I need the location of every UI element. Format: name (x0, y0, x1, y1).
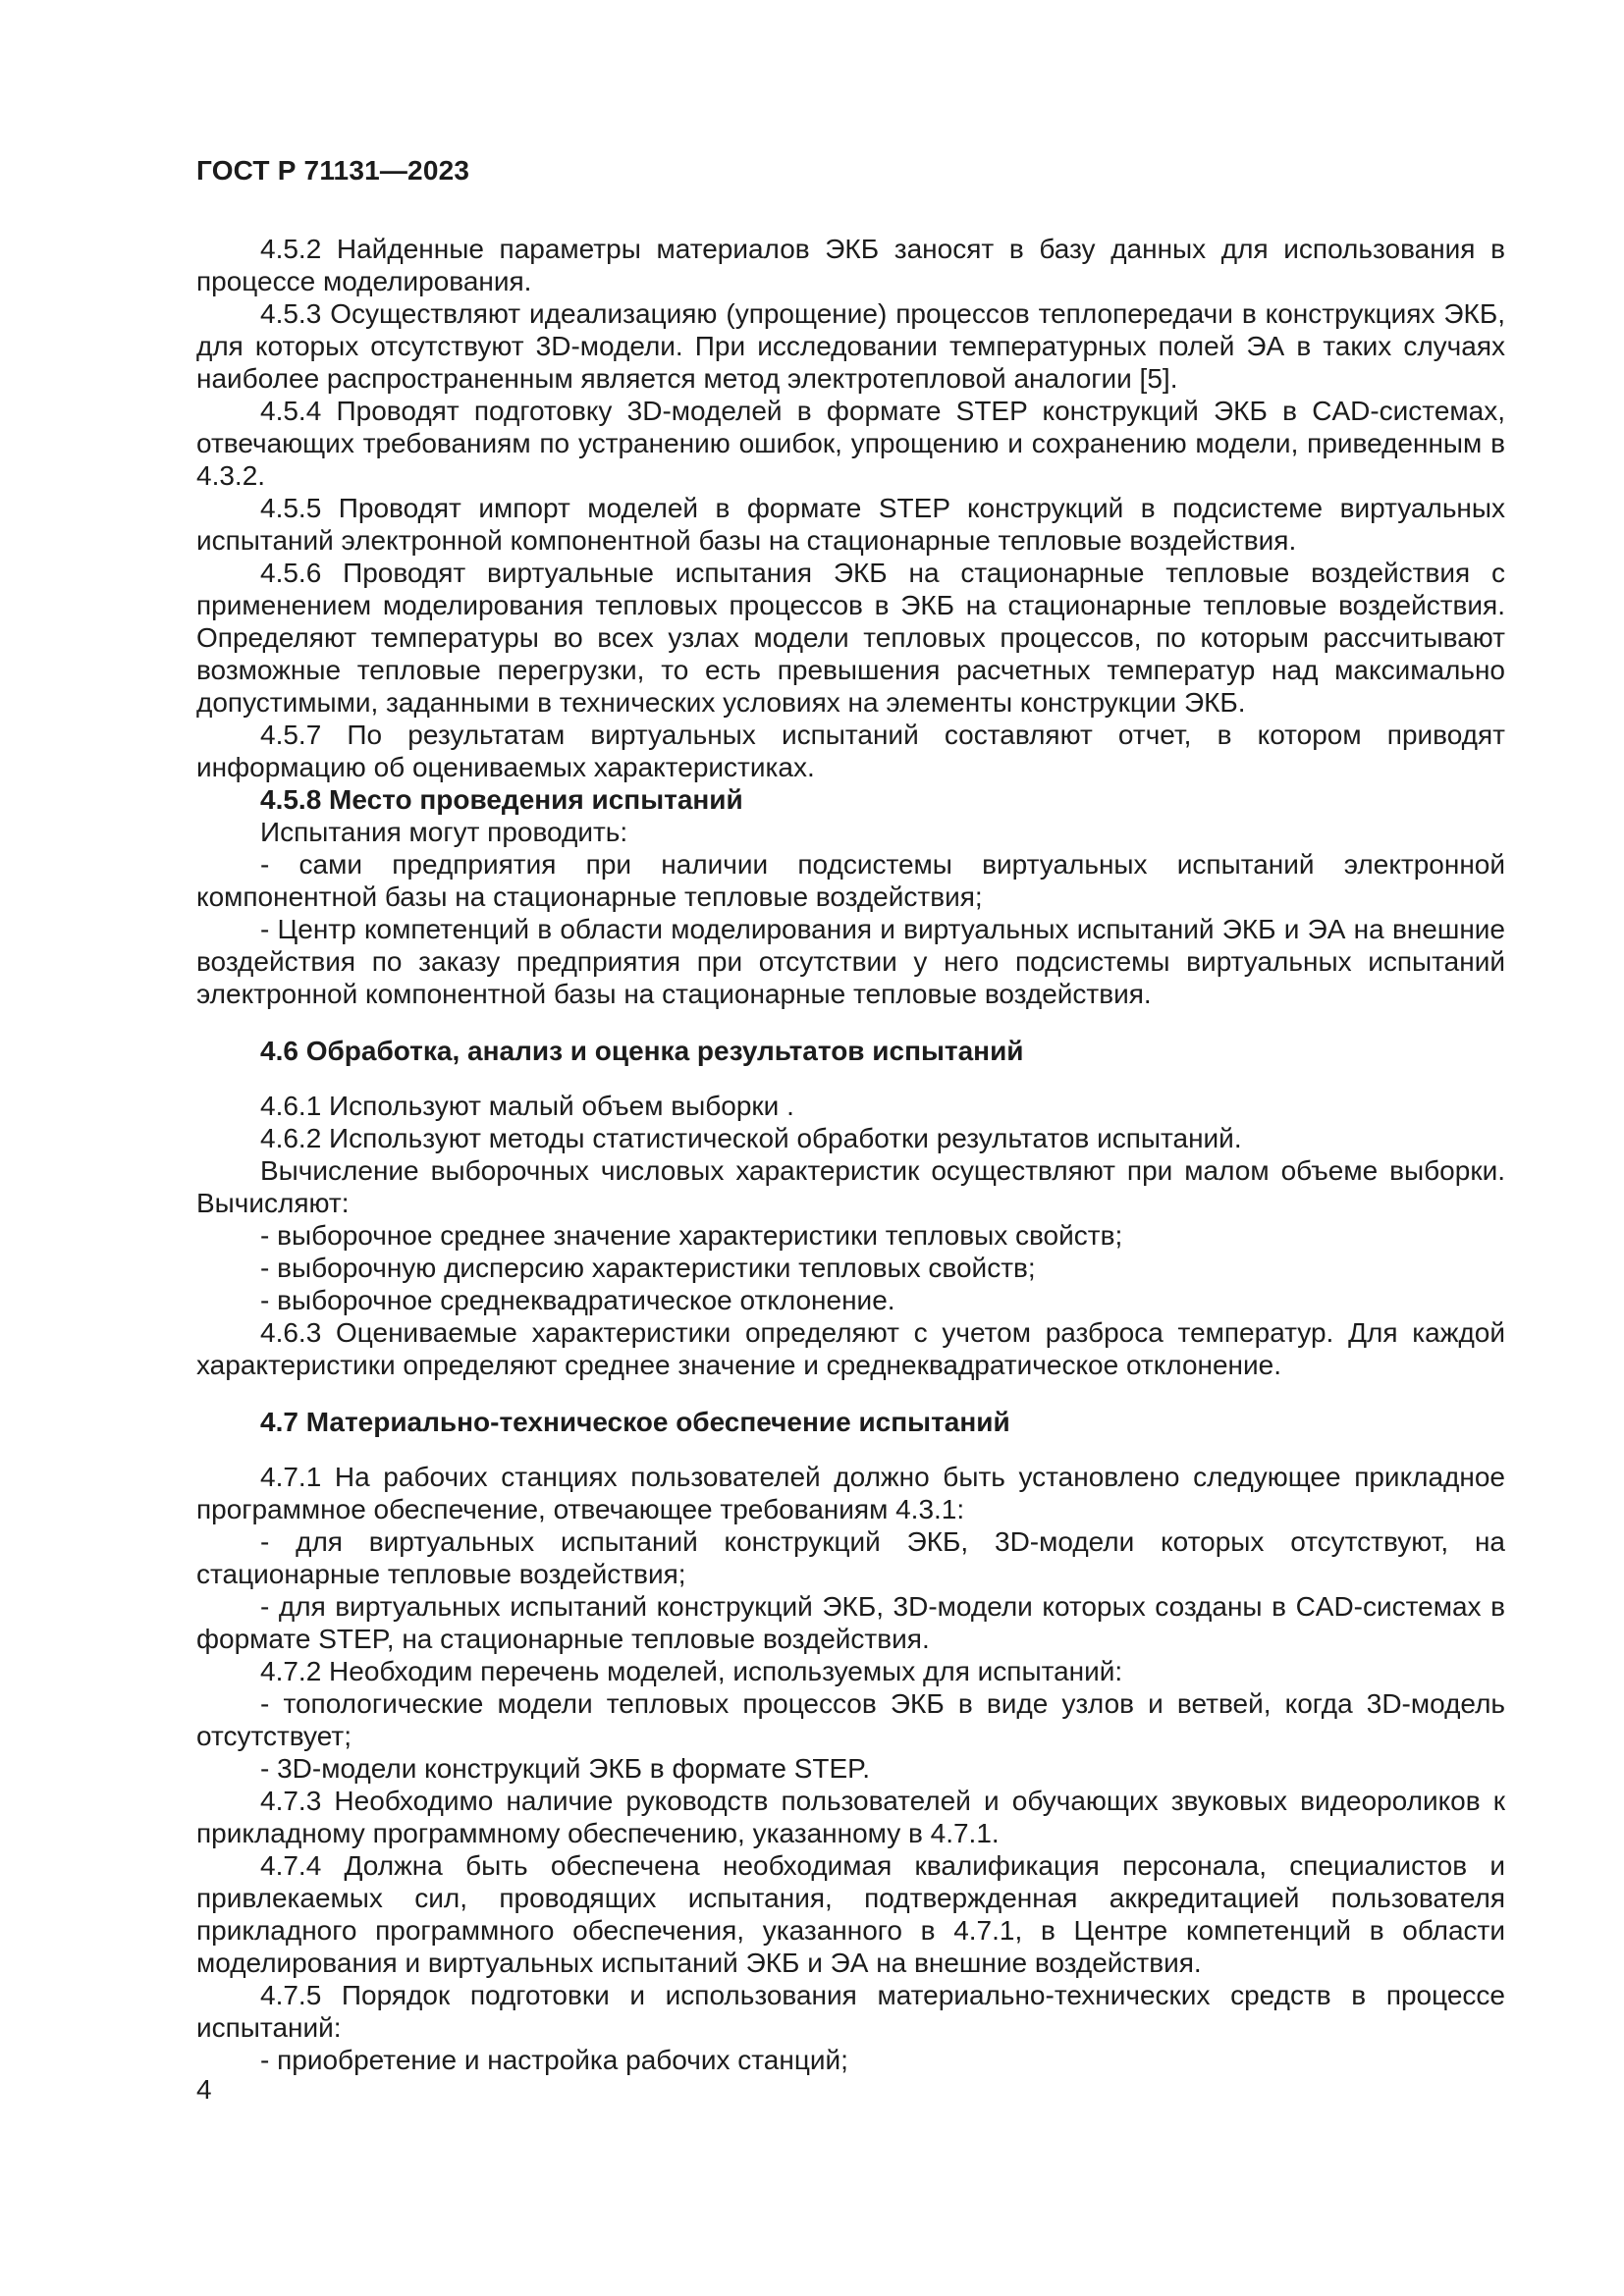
paragraph: 4.7.1 На рабочих станциях пользователей должно быть установлено следующее прикладное программное обеспечение, отвечающее требованиям 4.3.1: (196, 1462, 1505, 1524)
subsection-heading: 4.5.8 Место проведения испытаний (260, 784, 743, 815)
paragraph: - Центр компетенций в области моделирования и виртуальных испытаний ЭКБ и ЭА на внешние воздействия по заказу предприятия при отсутствии у него подсистемы виртуальных испытаний электронной компонентной базы на стационарные тепловые воздействия. (196, 914, 1505, 1009)
paragraph: 4.5.6 Проводят виртуальные испытания ЭКБ на стационарные тепловые воздействия с применением моделирования тепловых процессов в ЭКБ на стационарные тепловые воздействия. Определяют температуры во всех узлах модели тепловых процессов, по которым рассчитывают возможные тепловые перегрузки, то есть превышения расчетных температур над максимально допустимыми, заданными в технических условиях на элементы конструкции ЭКБ. (196, 558, 1505, 718)
paragraph: 4.5.5 Проводят импорт моделей в формате STEP конструкций в подсистеме виртуальных испытаний электронной компонентной базы на стационарные тепловые воздействия. (196, 493, 1505, 556)
document-header: ГОСТ Р 71131—2023 (196, 155, 470, 186)
paragraph: - сами предприятия при наличии подсистемы виртуальных испытаний электронной компонентной базы на стационарные тепловые воздействия; (196, 849, 1505, 912)
paragraph: 4.7.3 Необходимо наличие руководств пользователей и обучающих звуковых видеороликов к прикладному программному обеспечению, указанному в 4.7.1. (196, 1786, 1505, 1848)
section-heading: 4.7 Материально-техническое обеспечение испытаний (260, 1407, 1010, 1437)
paragraph: - приобретение и настройка рабочих станций; (260, 2045, 848, 2075)
paragraph: - для виртуальных испытаний конструкций ЭКБ, 3D-модели которых отсутствуют, на стационарные тепловые воздействия; (196, 1526, 1505, 1589)
paragraph: - для виртуальных испытаний конструкций ЭКБ, 3D-модели которых созданы в CAD-системах в формате STEP, на стационарные тепловые воздействия. (196, 1591, 1505, 1654)
paragraph: - топологические модели тепловых процессов ЭКБ в виде узлов и ветвей, когда 3D-модель отсутствует; (196, 1688, 1505, 1751)
paragraph: 4.7.2 Необходим перечень моделей, используемых для испытаний: (260, 1656, 1123, 1686)
paragraph: 4.5.4 Проводят подготовку 3D-моделей в формате STEP конструкций ЭКБ в CAD-системах, отвечающих требованиям по устранению ошибок, упрощению и сохранению модели, приведенным в 4.3.2. (196, 396, 1505, 491)
section-heading: 4.6 Обработка, анализ и оценка результатов испытаний (260, 1036, 1024, 1066)
paragraph: Испытания могут проводить: (260, 817, 628, 847)
paragraph: - выборочную дисперсию характеристики тепловых свойств; (260, 1253, 1036, 1283)
paragraph: 4.7.5 Порядок подготовки и использования материально-технических средств в процессе испытаний: (196, 1980, 1505, 2043)
page-number: 4 (196, 2074, 212, 2105)
paragraph: 4.5.3 Осуществляют идеализацияю (упрощение) процессов теплопередачи в конструкциях ЭКБ, для которых отсутствуют 3D-модели. При исследовании температурных полей ЭА в таких случаях наиболее распространенным является метод электротепловой аналогии [5]. (196, 298, 1505, 394)
document-body (196, 233, 1505, 2076)
paragraph: 4.6.1 Используют малый объем выборки . (260, 1091, 794, 1121)
paragraph: 4.5.7 По результатам виртуальных испытаний составляют отчет, в котором приводят информацию об оцениваемых характеристиках. (196, 720, 1505, 782)
paragraph: 4.7.4 Должна быть обеспечена необходимая квалификация персонала, специалистов и привлекаемых сил, проводящих испытания, подтвержденная аккредитацией пользователя прикладного программного обеспечения, указанного в 4.7.1, в Центре компетенций в области моделирования и виртуальных испытаний ЭКБ и ЭА на внешние воздействия. (196, 1850, 1505, 1978)
paragraph: 4.6.2 Используют методы статистической обработки результатов испытаний. (260, 1123, 1242, 1153)
paragraph: Вычисление выборочных числовых характеристик осуществляют при малом объеме выборки. Вычисляют: (196, 1155, 1505, 1218)
paragraph: - выборочное среднеквадратическое отклонение. (260, 1285, 895, 1315)
paragraph: - 3D-модели конструкций ЭКБ в формате STEP. (260, 1753, 870, 1784)
paragraph: - выборочное среднее значение характеристики тепловых свойств; (260, 1220, 1123, 1251)
paragraph: 4.5.2 Найденные параметры материалов ЭКБ заносят в базу данных для использования в процессе моделирования. (196, 234, 1505, 296)
paragraph: 4.6.3 Оцениваемые характеристики определяют с учетом разброса температур. Для каждой характеристики определяют среднее значение и среднеквадратическое отклонение. (196, 1317, 1505, 1380)
